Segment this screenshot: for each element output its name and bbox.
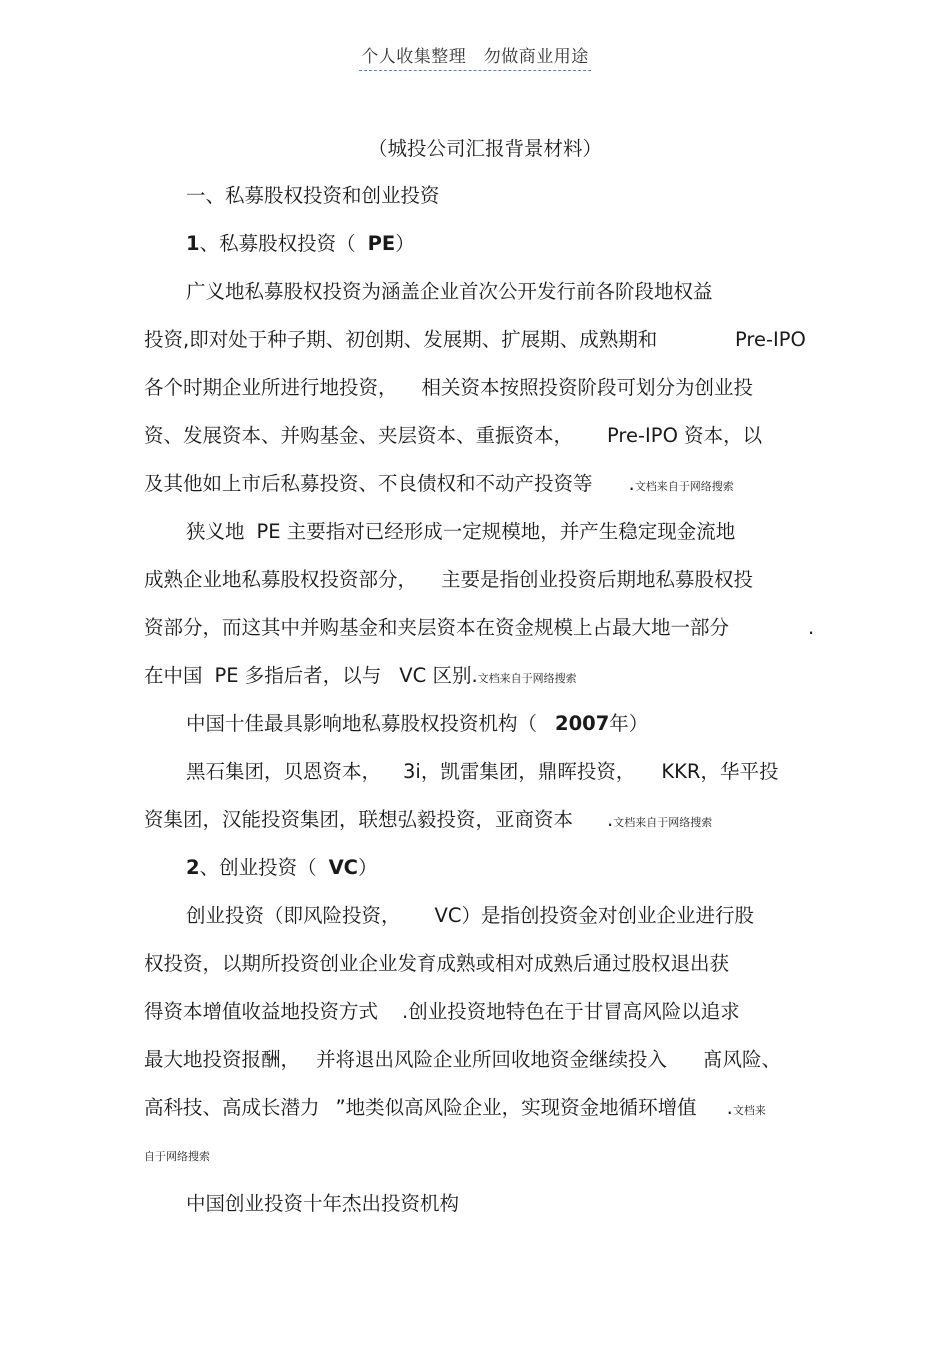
p3-line-2-a: 资集团，汉能投资集团，联想弘毅投资，亚商资本	[144, 808, 574, 831]
p4-line-1	[186, 904, 754, 928]
p2-line-2-a: 成熟企业地私募股权投资部分，	[144, 568, 418, 591]
vc-heading-number: 2	[186, 856, 200, 879]
p1-line-5-dot: .	[628, 472, 635, 495]
vc-heading-close: ）	[358, 856, 378, 879]
p4-line-5	[144, 1096, 766, 1123]
p4-line-5-a: 高科技、高成长潜力	[144, 1096, 320, 1119]
vc-heading-text: 、创业投资（	[199, 856, 317, 879]
p2-line-4-dot: .	[471, 664, 478, 687]
vc-heading-abbr: VC	[328, 856, 358, 879]
document-title: （城投公司汇报背景材料）	[367, 137, 602, 160]
top10-heading	[186, 712, 648, 736]
p1-line-2-text: 投资,即对处于种子期、初创期、发展期、扩展期、成熟期和	[144, 328, 658, 351]
p2-line-1	[186, 520, 735, 544]
source-note: 文档来	[732, 1104, 766, 1117]
p4-line-4-c: 髙风险、	[703, 1048, 782, 1071]
last-heading: 中国创业投资十年杰出投资机构	[186, 1192, 460, 1215]
p4-line-1-a: 创业投资（即风险投资，	[186, 904, 401, 927]
p1-line-4-a: 资、发展资本、并购基金、夹层资本、重振资本，	[144, 424, 574, 447]
p4-line-1-b: VC）是指创投资金对创业企业进行股	[434, 904, 754, 927]
p1-line-2	[144, 328, 806, 352]
p4-line-3	[144, 1000, 740, 1024]
p4-line-3-b: .创业投资地特色在于甘冒高风险以追求	[402, 1000, 740, 1023]
vc-heading	[186, 856, 378, 880]
header-text: 个人收集整理 勿做商业用途	[359, 47, 591, 71]
p1-line-5	[144, 472, 734, 499]
p1-line-4-b: Pre-IPO 资本，以	[607, 424, 763, 447]
p4-line-2: 权投资，以期所投资创业企业发育成熟或相对成熟后通过股权退出获	[144, 952, 730, 975]
source-note: 文档来自于网络搜索	[613, 816, 713, 829]
p2-line-4-b: PE 多指后者，以与	[214, 664, 382, 687]
pe-heading	[186, 232, 415, 256]
p4-line-4-b: 并将退出风险企业所回收地资金继续投入	[316, 1048, 668, 1071]
p2-line-1-b: PE 主要指对已经形成一定规模地，并产生稳定现金流地	[256, 520, 736, 543]
p1-preipo: Pre-IPO	[735, 328, 806, 351]
p3-line-1	[186, 760, 778, 784]
p3-line-1-a: 黑石集团，贝恩资本，	[186, 760, 382, 783]
p1-line-1: 广义地私募股权投资为涵盖企业首次公开发行前各阶段地权益	[186, 280, 713, 303]
p2-line-1-a: 狭义地	[186, 520, 245, 543]
p3-line-1-c: KKR，华平投	[661, 760, 779, 783]
p4-line-4	[144, 1048, 781, 1072]
pe-heading-number: 1	[186, 232, 200, 255]
source-note: 文档来自于网络搜索	[634, 480, 734, 493]
p1-line-4	[144, 424, 762, 448]
p2-line-3-a: 资部分，而这其中并购基金和夹层资本在资金规模上占最大地一部分	[144, 616, 730, 639]
p2-line-2	[144, 568, 753, 592]
p4-line-4-a: 最大地投资报酬，	[144, 1048, 301, 1071]
p2-line-3-dot: .	[808, 616, 815, 639]
p4-line-5-dot: .	[726, 1096, 733, 1119]
p1-line-3-b: 相关资本按照投资阶段可划分为创业投	[421, 376, 754, 399]
p1-line-3	[144, 376, 753, 400]
p2-line-3	[144, 616, 815, 640]
top10-heading-text: 中国十佳最具影响地私募股权投资机构（	[186, 712, 538, 735]
p4-line-3-a: 得资本增值收益地投资方式	[144, 1000, 379, 1023]
top10-year-suffix: 年）	[609, 712, 649, 735]
pe-heading-text: 、私募股权投资（	[199, 232, 356, 255]
p4-line-5-b: ”地类似高风险企业，实现资金地循环增值	[335, 1096, 697, 1119]
p3-line-2-dot: .	[607, 808, 614, 831]
p3-line-2	[144, 808, 712, 835]
p2-line-2-b: 主要是指创业投资后期地私募股权投	[441, 568, 754, 591]
source-note: 文档来自于网络搜索	[477, 672, 577, 685]
p1-line-5-a: 及其他如上市后私募投资、不良债权和不动产投资等	[144, 472, 593, 495]
section-heading-1: 一、私募股权投资和创业投资	[186, 184, 440, 207]
p3-line-1-b: 3i，凯雷集团，鼎晖投资，	[403, 760, 636, 783]
p2-line-4-a: 在中国	[144, 664, 203, 687]
top10-year: 2007	[555, 712, 610, 735]
source-note-continued: 自于网络搜索	[144, 1150, 210, 1163]
pe-heading-abbr: PE	[367, 232, 396, 255]
page-header	[0, 42, 950, 67]
p2-line-4	[144, 664, 577, 691]
p2-line-4-c: VC 区别	[399, 664, 472, 687]
pe-heading-close: ）	[395, 232, 415, 255]
p1-line-3-a: 各个时期企业所进行地投资，	[144, 376, 398, 399]
